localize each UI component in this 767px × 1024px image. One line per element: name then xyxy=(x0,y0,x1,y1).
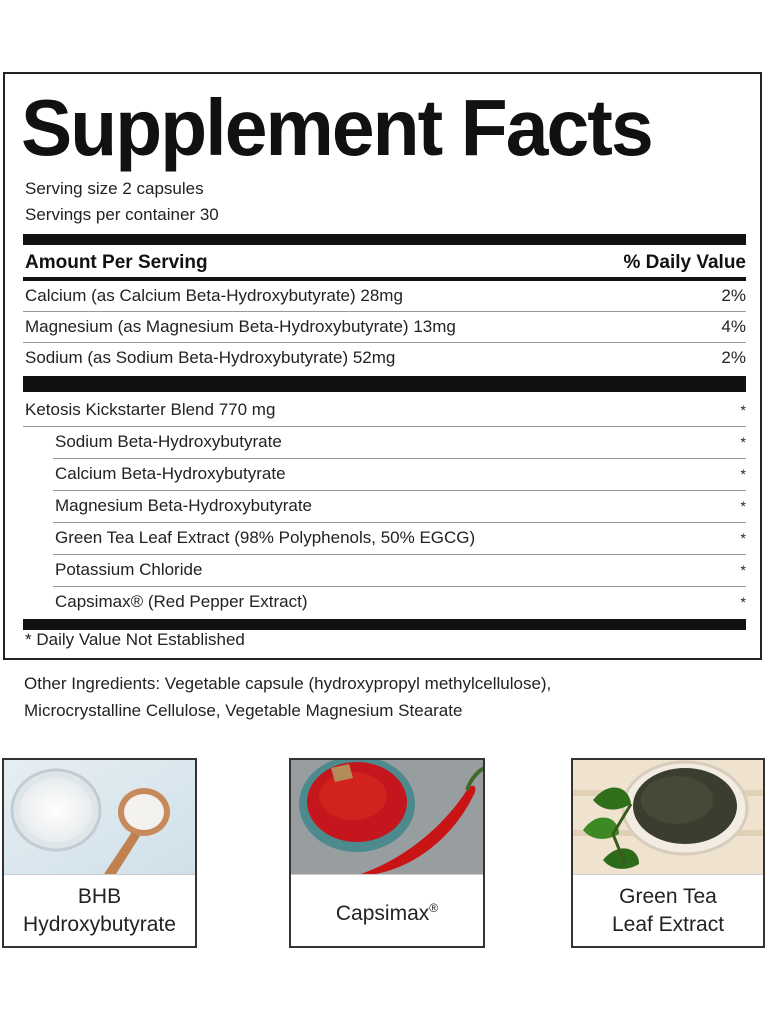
card-caption-line: Leaf Extract xyxy=(611,912,725,936)
row-divider xyxy=(53,522,746,523)
nutrient-name: Sodium (as Sodium Beta-Hydroxybutyrate) 52mg xyxy=(25,348,396,367)
blend-item-name: Green Tea Leaf Extract (98% Polyphenols, 50% EGCG) xyxy=(55,528,476,547)
column-header xyxy=(25,250,746,276)
panel-title: Supplement Facts xyxy=(21,83,652,172)
blend-item-name: Calcium Beta-Hydroxybutyrate xyxy=(55,464,286,483)
nutrient-dv: 2% xyxy=(721,348,746,367)
blend-name: Ketosis Kickstarter Blend 770 mg xyxy=(25,400,276,419)
card-caption xyxy=(573,874,763,946)
blend-item-dv: * xyxy=(740,530,746,546)
row-divider xyxy=(53,586,746,587)
other-ingredients-line: Microcrystalline Cellulose, Vegetable Magnesium Stearate xyxy=(24,701,463,720)
thick-divider xyxy=(23,619,746,630)
blend-item-dv: * xyxy=(740,466,746,482)
ingredient-card-green-tea xyxy=(571,758,765,948)
thick-divider xyxy=(23,234,746,245)
other-ingredients xyxy=(24,670,724,724)
nutrient-name: Magnesium (as Magnesium Beta-Hydroxybutyrate) 13mg xyxy=(25,317,456,336)
blend-item-dv: * xyxy=(740,562,746,578)
blend-item-row xyxy=(55,588,746,616)
blend-item-row xyxy=(55,556,746,584)
row-divider xyxy=(53,554,746,555)
row-divider xyxy=(23,426,746,427)
nutrient-row xyxy=(25,344,746,372)
card-caption xyxy=(291,874,483,946)
registered-mark: ® xyxy=(429,900,439,915)
footnote: * Daily Value Not Established xyxy=(25,630,245,649)
row-divider xyxy=(53,458,746,459)
blend-item-dv: * xyxy=(740,498,746,514)
blend-dv: * xyxy=(740,402,746,418)
nutrient-row xyxy=(25,313,746,341)
blend-item-name: Magnesium Beta-Hydroxybutyrate xyxy=(55,496,313,515)
blend-item-name: Sodium Beta-Hydroxybutyrate xyxy=(55,432,282,451)
blend-item-row xyxy=(55,428,746,456)
servings-per-container: Servings per container 30 xyxy=(25,205,219,224)
card-caption-line: BHB xyxy=(77,884,122,908)
row-divider xyxy=(23,311,746,312)
thick-divider xyxy=(23,376,746,392)
row-divider xyxy=(53,490,746,491)
blend-item-name: Potassium Chloride xyxy=(55,560,203,579)
nutrient-name: Calcium (as Calcium Beta-Hydroxybutyrate) 28mg xyxy=(25,286,403,305)
nutrient-row xyxy=(25,282,746,310)
blend-item-dv: * xyxy=(740,594,746,610)
nutrient-dv: 2% xyxy=(721,286,746,305)
card-caption xyxy=(4,874,195,946)
blend-item-row xyxy=(55,524,746,552)
serving-size: Serving size 2 capsules xyxy=(25,179,204,198)
supplement-facts-panel xyxy=(3,72,762,660)
blend-item-dv: * xyxy=(740,434,746,450)
amount-per-serving-label: Amount Per Serving xyxy=(25,252,208,273)
other-ingredients-line: Other Ingredients: Vegetable capsule (hydroxypropyl methylcellulose), xyxy=(24,674,552,693)
daily-value-label: % Daily Value xyxy=(623,252,746,273)
blend-item-row xyxy=(55,460,746,488)
blend-item-row xyxy=(55,492,746,520)
bhb-powder-image xyxy=(4,760,195,874)
medium-divider xyxy=(23,277,746,281)
ingredient-card-capsimax xyxy=(289,758,485,948)
blend-row xyxy=(25,396,746,424)
nutrient-dv: 4% xyxy=(721,317,746,336)
row-divider xyxy=(23,342,746,343)
capsimax-caption xyxy=(336,894,438,928)
card-caption-line: Capsimax xyxy=(335,901,430,925)
card-caption-line: Hydroxybutyrate xyxy=(23,912,176,936)
green-tea-image xyxy=(573,760,763,874)
ingredient-card-bhb xyxy=(2,758,197,948)
card-caption-line: Green Tea xyxy=(619,884,717,908)
blend-item-name: Capsimax® (Red Pepper Extract) xyxy=(55,592,308,611)
red-pepper-image xyxy=(291,760,483,874)
